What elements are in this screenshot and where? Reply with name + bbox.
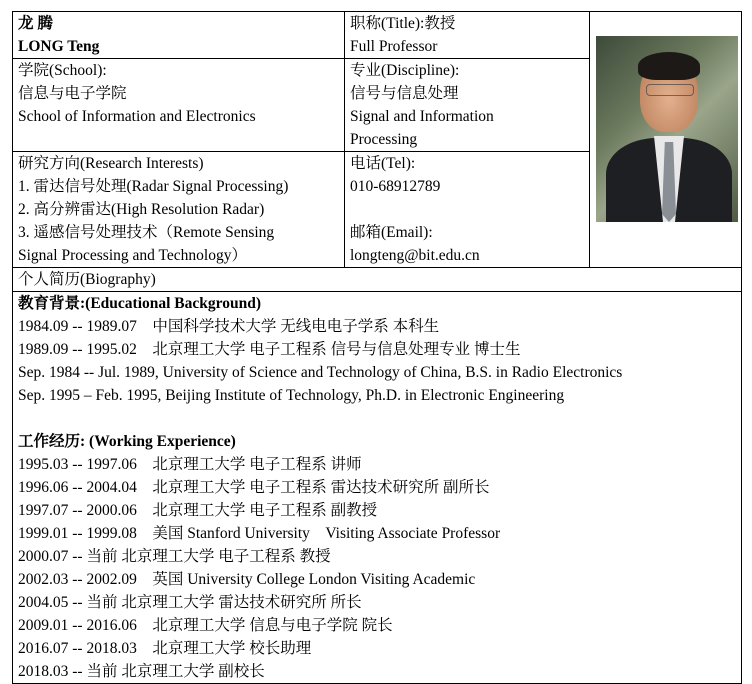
work-entry: 1996.06 -- 2004.04 北京理工大学 电子工程系 雷达技术研究所 副所长 [18,479,490,496]
portrait-photo [596,36,738,222]
work-entry: 2018.03 -- 当前 北京理工大学 副校长 [18,663,265,680]
discipline-cell [345,59,590,152]
education-entry: Sep. 1995 – Feb. 1995, Beijing Institute of Technology, Ph.D. in Electronic Engineering [18,387,565,404]
discipline-value-english-2: Processing [350,131,418,148]
biography-label-cell [13,268,742,292]
work-entry: 2002.03 -- 2002.09 英国 University College London Visiting Academic [18,571,476,588]
education-entry: 1989.09 -- 1995.02 北京理工大学 电子工程系 信号与信息处理专业 博士生 [18,341,521,358]
research-label: 研究方向(Research Interests) [18,155,204,172]
research-item: 2. 高分辨雷达(High Resolution Radar) [18,201,265,218]
email-value[interactable]: longteng@bit.edu.cn [350,247,480,264]
discipline-value-english-1: Signal and Information [350,108,494,125]
work-entry: 1997.07 -- 2000.06 北京理工大学 电子工程系 副教授 [18,502,378,519]
name-cell [13,12,345,59]
tel-label: 电话(Tel): [350,155,416,172]
research-cell [13,152,345,268]
name-chinese: 龙 腾 [18,15,53,32]
work-heading: 工作经历: (Working Experience) [18,433,236,450]
school-value-chinese: 信息与电子学院 [18,85,127,102]
work-entry: 2016.07 -- 2018.03 北京理工大学 校长助理 [18,640,312,657]
work-entry: 2009.01 -- 2016.06 北京理工大学 信息与电子学院 院长 [18,617,393,634]
education-entry: Sep. 1984 -- Jul. 1989, University of Science and Technology of China, B.S. in Radio Electronics [18,364,623,381]
cv-table [12,11,742,684]
education-entry: 1984.09 -- 1989.07 中国科学技术大学 无线电电子学系 本科生 [18,318,440,335]
biography-label: 个人简历(Biography) [18,271,156,288]
education-heading: 教育背景:(Educational Background) [18,295,262,312]
discipline-label: 专业(Discipline): [350,62,460,79]
school-value-english: School of Information and Electronics [18,108,256,125]
title-label: 职称(Title):教授 [350,15,456,32]
biography-cell [13,292,742,684]
discipline-value-chinese: 信号与信息处理 [350,85,459,102]
research-item: 1. 雷达信号处理(Radar Signal Processing) [18,178,289,195]
name-english: LONG Teng [18,38,100,55]
email-label: 邮箱(Email): [350,224,433,241]
work-entry: 2004.05 -- 当前 北京理工大学 雷达技术研究所 所长 [18,594,362,611]
research-item: Signal Processing and Technology） [18,247,247,264]
photo-cell [590,12,742,268]
research-item: 3. 遥感信号处理技术（Remote Sensing [18,224,275,241]
title-value: Full Professor [350,38,438,55]
school-cell [13,59,345,152]
title-cell [345,12,590,59]
tel-value: 010-68912789 [350,178,441,195]
work-entry: 1999.01 -- 1999.08 美国 Stanford University Visiting Associate Professor [18,525,501,542]
work-entry: 1995.03 -- 1997.06 北京理工大学 电子工程系 讲师 [18,456,362,473]
work-entry: 2000.07 -- 当前 北京理工大学 电子工程系 教授 [18,548,331,565]
contact-cell [345,152,590,268]
school-label: 学院(School): [18,62,107,79]
